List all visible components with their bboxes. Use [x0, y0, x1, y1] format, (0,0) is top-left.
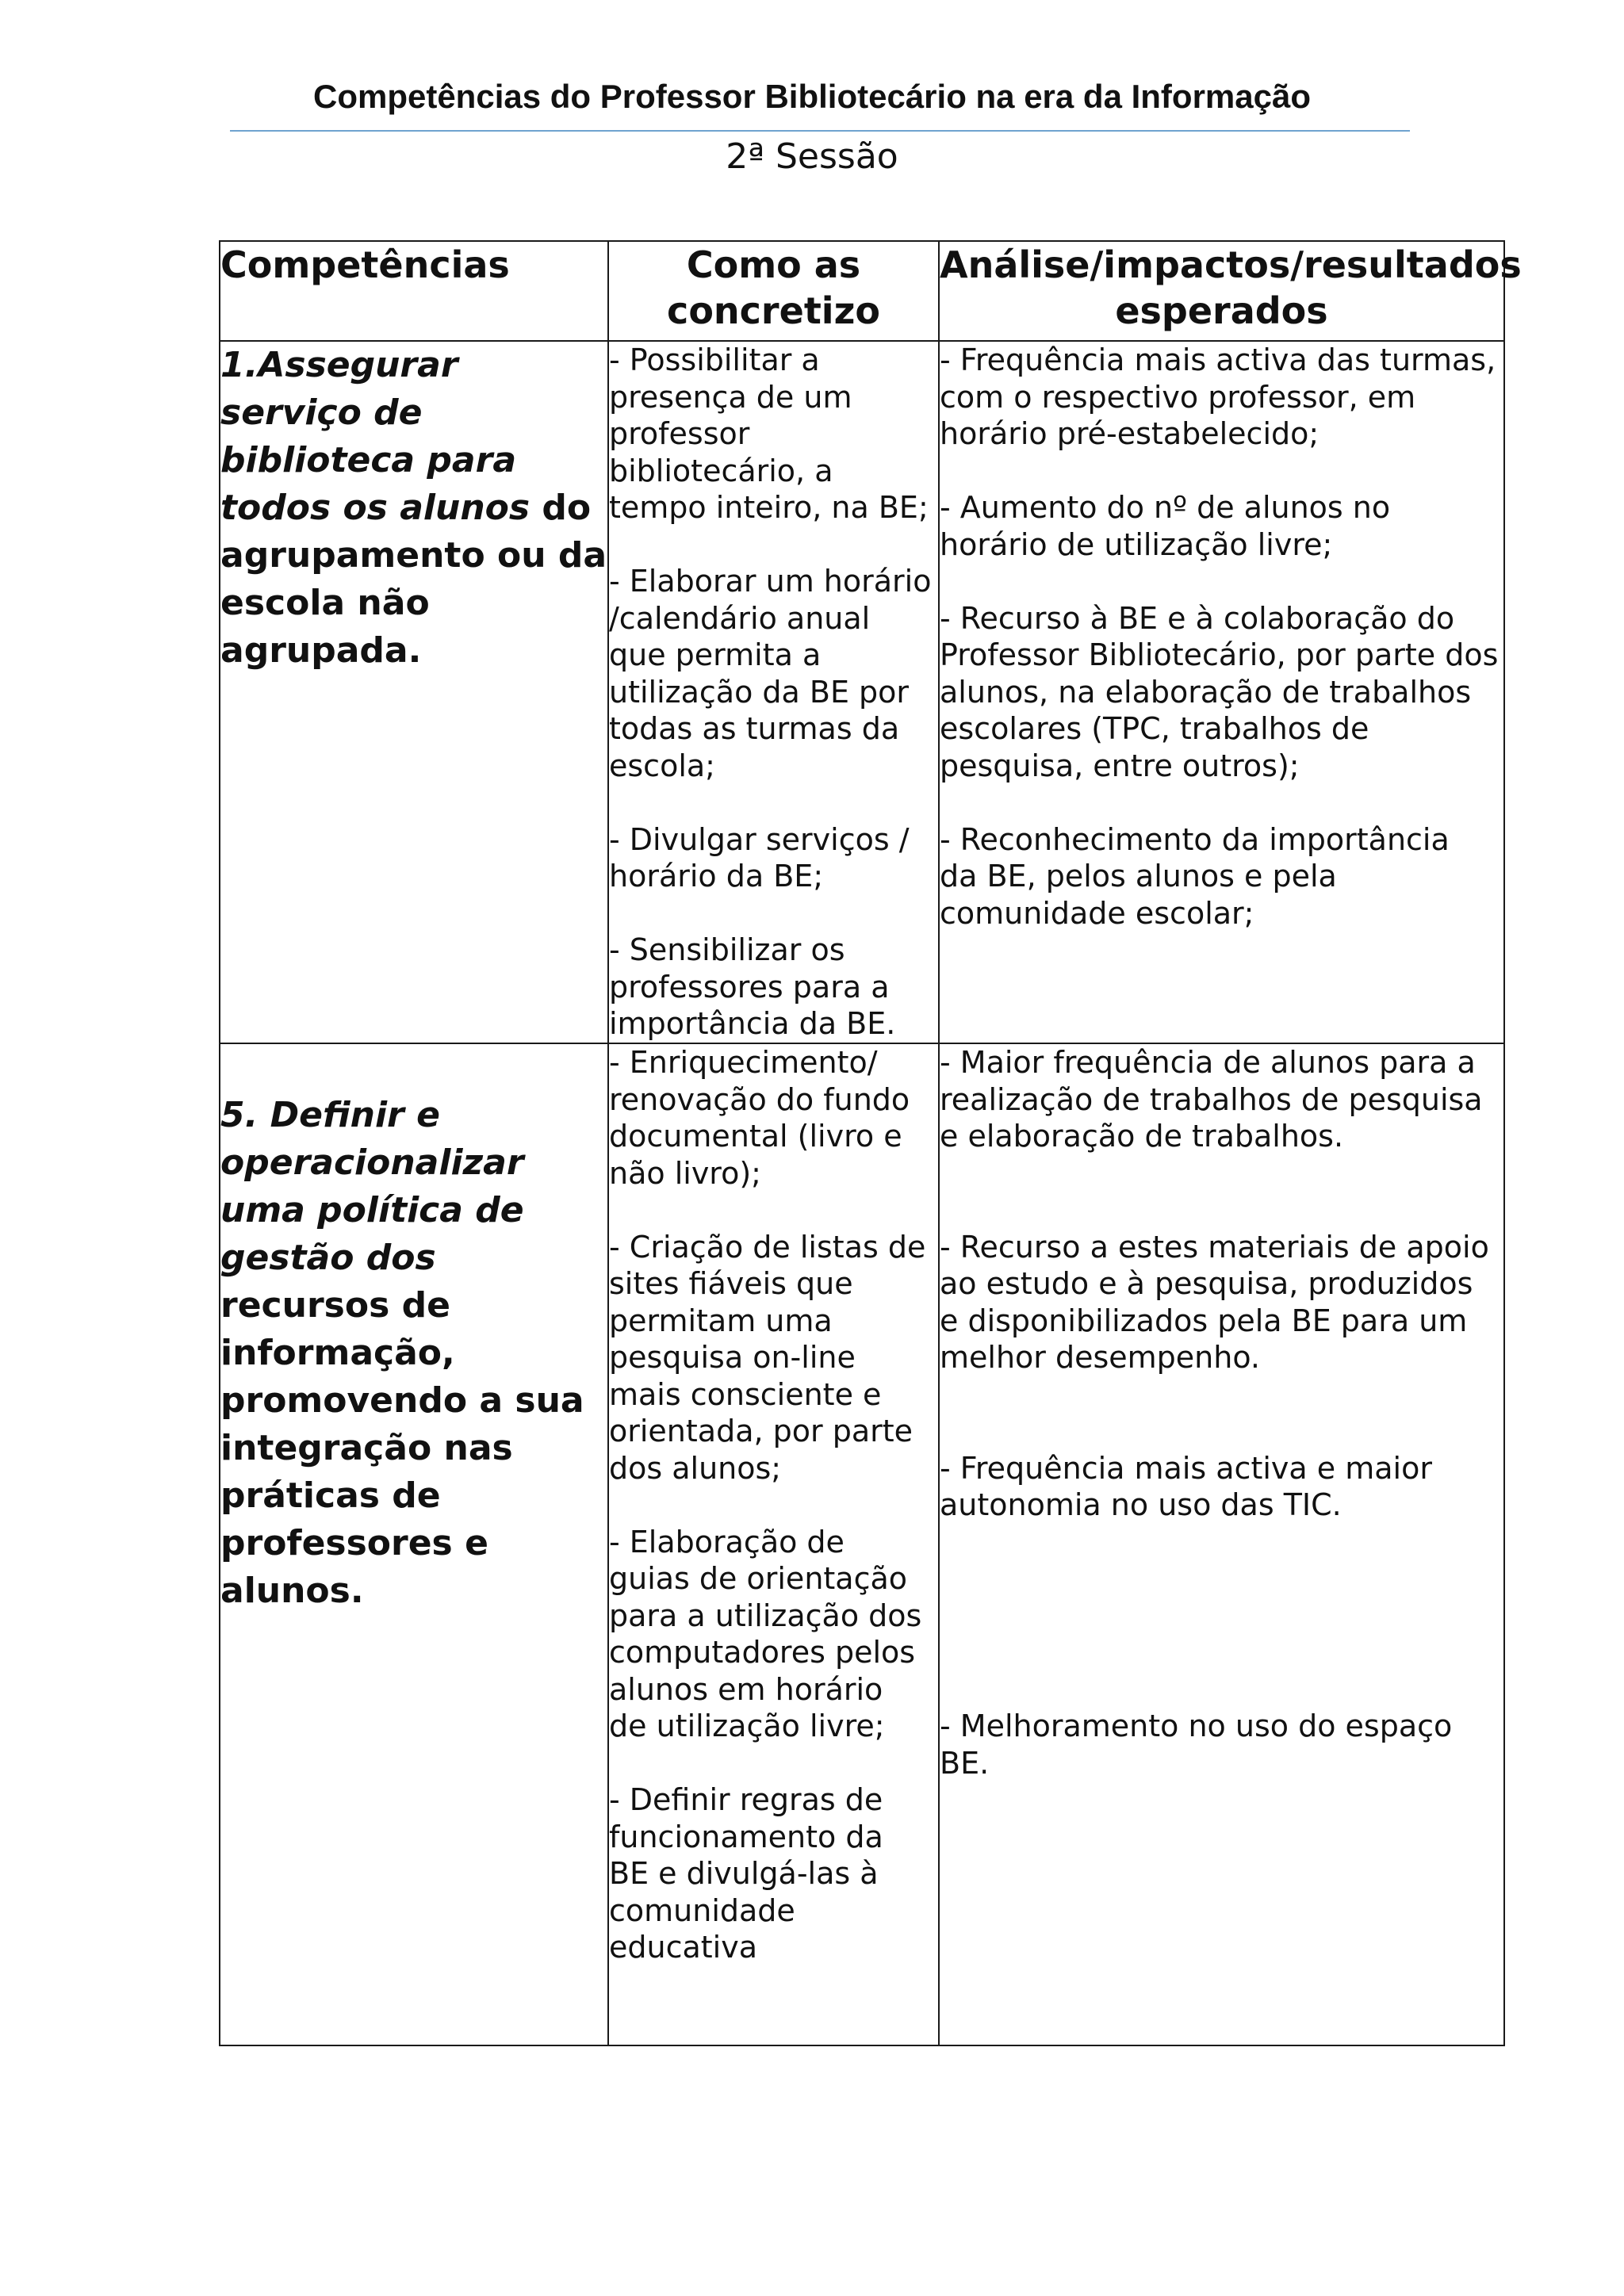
competence-text: recursos de informação, promovendo a sua integração nas práticas de professores e alunos.	[220, 1285, 584, 1611]
how-cell: - Possibilitar a presença de um professor bibliotecário, a tempo inteiro, na BE; - Elaborar um horário /calendário anual que permita a utilização da BE por todas as turmas da escola; - Divulgar serviços / horário da BE; - Sensibilizar os professores para a importância da BE.	[608, 341, 939, 1043]
competence-cell	[220, 1043, 608, 2045]
competence-text: do agrupamento ou da escola não agrupada.	[220, 488, 607, 671]
table-row	[220, 341, 1504, 1043]
competence-italic-text: 1.Assegurar serviço de biblioteca para todos os alunos	[220, 345, 530, 528]
analysis-cell: - Maior frequência de alunos para a realização de trabalhos de pesquisa e elaboração de trabalhos. - Recurso a estes materiais de apoio ao estudo e à pesquisa, produzidos e disponibilizados pela BE para um melhor desempenho. - Frequência mais activa e maior autonomia no uso das TIC. - Melhoramento no uso do espaço BE.	[939, 1043, 1504, 2045]
analysis-cell: - Frequência mais activa das turmas, com o respectivo professor, em horário pré-estabelecido; - Aumento do nº de alunos no horário de utilização livre; - Recurso à BE e à colaboração do Professor Bibliotecário, por parte dos alunos, na elaboração de trabalhos escolares (TPC, trabalhos de pesquisa, entre outros); - Reconhecimento da importância da BE, pelos alunos e pela comunidade escolar;	[939, 341, 1504, 1043]
competencies-table	[219, 240, 1522, 2046]
header-analise: Análise/impactos/resultados esperados	[939, 241, 1504, 341]
document-title: Competências do Professor Bibliotecário na era da Informação	[312, 78, 1311, 115]
table-row	[220, 1043, 1504, 2045]
competence-italic-text: 5. Definir e operacionalizar uma política de gestão dos	[220, 1095, 524, 1278]
header-como-concretizo: Como as concretizo	[608, 241, 939, 341]
header-divider	[230, 130, 1410, 132]
competence-cell	[220, 341, 608, 1043]
table-header-row	[220, 241, 1504, 341]
header-competencias: Competências	[220, 241, 608, 341]
session-label: 2ª Sessão	[726, 136, 898, 177]
how-cell: - Enriquecimento/ renovação do fundo documental (livro e não livro); - Criação de listas de sites fiáveis que permitam uma pesquisa on-line mais consciente e orientada, por parte dos alunos; - Elaboração de guias de orientação para a utilização dos computadores pelos alunos em horário de utilização livre; - Definir regras de funcionamento da BE e divulgá-las à comunidade educativa	[608, 1043, 939, 2045]
